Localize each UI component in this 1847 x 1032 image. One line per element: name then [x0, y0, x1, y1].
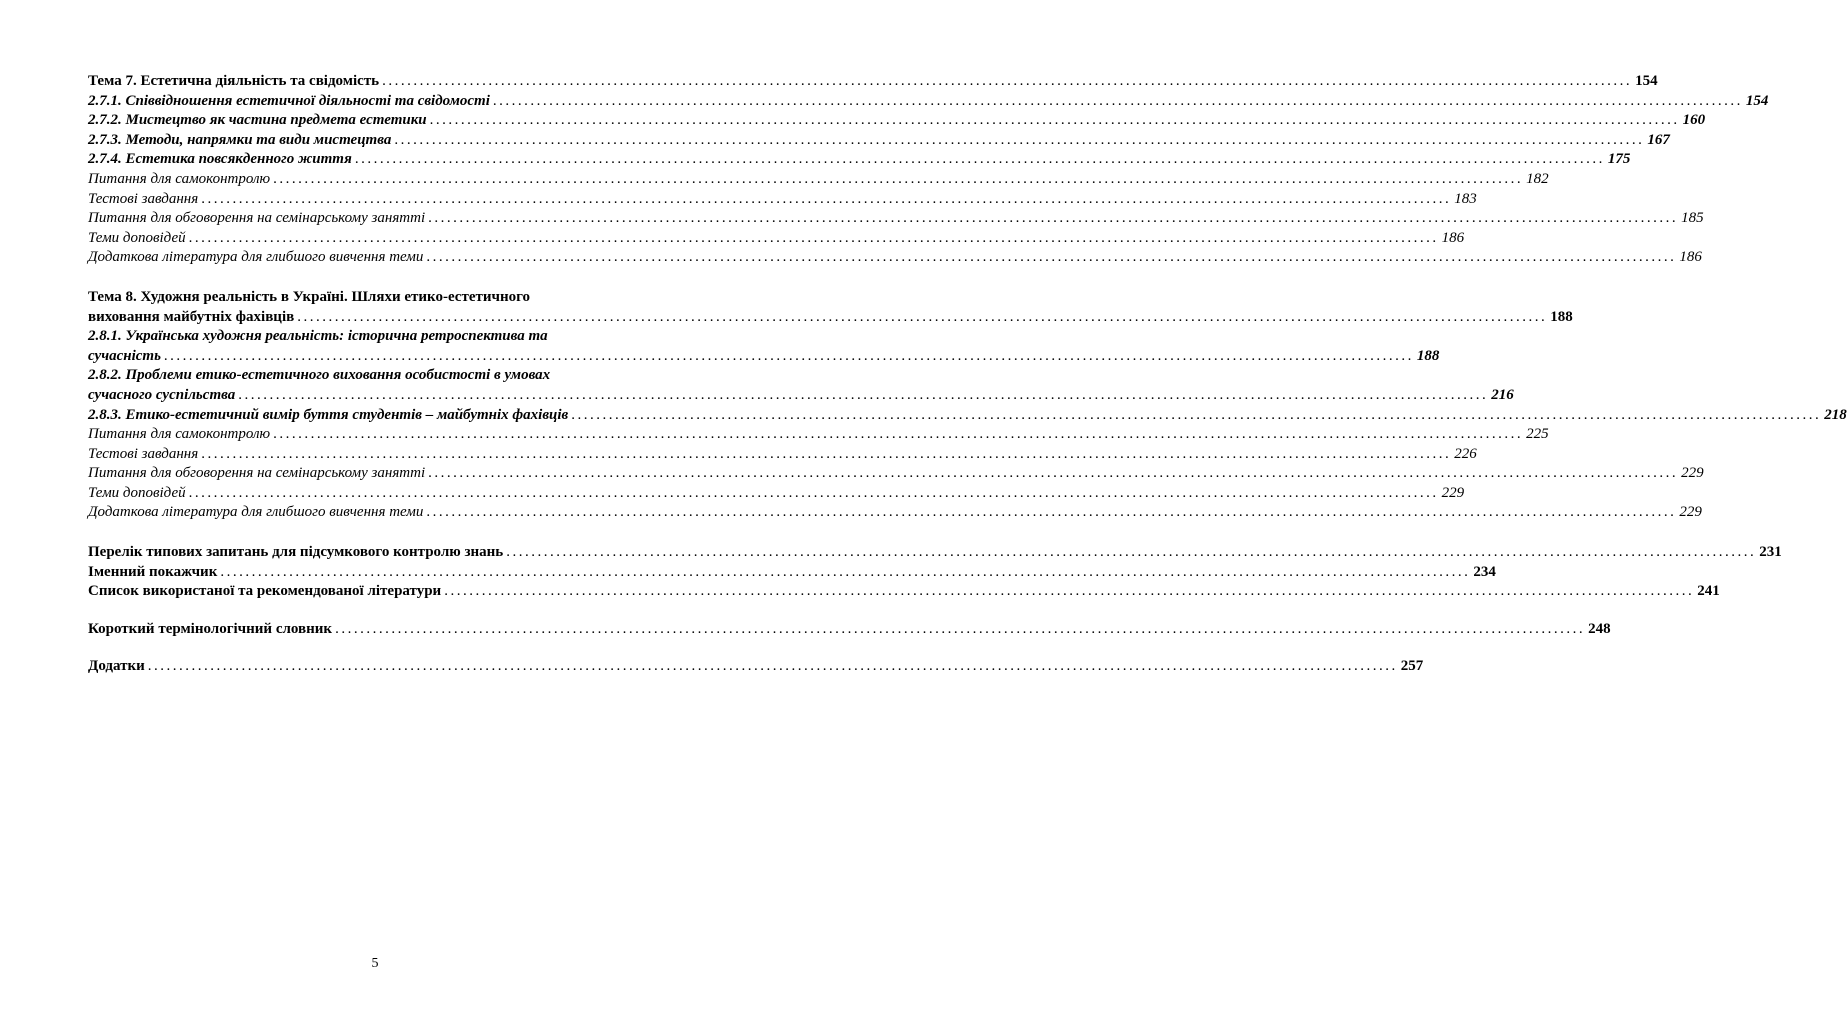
toc-entry-page: 229: [1679, 504, 1702, 521]
toc-entry-title: Додаткова література для глибшого вивчення теми: [88, 504, 424, 521]
dot-leader: ........................................................................................................................................................................................................: [201, 190, 1452, 207]
toc-entry-page: 257: [1400, 658, 1424, 675]
toc-entry-section-2-8-3[interactable]: [88, 406, 1847, 426]
toc-entry-title: сучасність: [88, 347, 161, 364]
dot-leader: ........................................................................................................................................................................................................: [382, 73, 1633, 89]
toc-entry-title: 2.7.3. Методи, напрямки та види мистецтва: [88, 131, 392, 148]
toc-entry-title: Питання для самоконтролю: [88, 170, 271, 187]
toc-entry-section-2-7-3[interactable]: [88, 131, 1670, 151]
toc-entry-tests[interactable]: [88, 190, 1477, 210]
dot-leader: ........................................................................................................................................................................................................: [335, 620, 1586, 637]
toc-entry-page: 186: [1679, 249, 1702, 266]
toc-entry-section-2-7-4[interactable]: [88, 150, 1631, 170]
dot-leader: ........................................................................................................................................................................................................: [273, 170, 1524, 187]
toc-entry-title: Короткий термінологічний словник: [88, 620, 333, 637]
toc-entry-section-2-8-2-line1[interactable]: 2.8.2. Проблеми етико-естетичного виховання особистості в умовах: [88, 367, 551, 384]
toc-entry-page: 175: [1607, 151, 1631, 168]
dot-leader: ........................................................................................................................................................................................................: [220, 563, 1471, 580]
toc-entry-title: 2.7.4. Естетика повсякденного життя: [88, 151, 352, 168]
spacer: [88, 602, 682, 620]
toc-entry-title: Тестові завдання: [88, 445, 199, 462]
toc-entry-page: 248: [1588, 620, 1611, 637]
dot-leader: ........................................................................................................................................................................................................: [428, 465, 1679, 482]
dot-leader: ........................................................................................................................................................................................................: [429, 112, 1680, 129]
toc-entry-page: 229: [1441, 484, 1465, 501]
dot-leader: ........................................................................................................................................................................................................: [426, 249, 1677, 266]
dot-leader: ........................................................................................................................................................................................................: [571, 406, 1822, 423]
toc-entry-section-2-8-1-line1[interactable]: 2.8.1. Українська художня реальність: історична ретроспектива та: [88, 328, 548, 345]
dot-leader: ........................................................................................................................................................................................................: [147, 658, 1398, 675]
toc-entry-page: 218: [1824, 406, 1847, 423]
toc-entry-page: 167: [1647, 131, 1670, 148]
toc-entry-name-index[interactable]: [88, 563, 1496, 583]
toc-entry-section-2-8-1[interactable]: [88, 347, 1440, 367]
toc-entry-title: Додатки: [88, 658, 145, 675]
toc-entry-page: 154: [1745, 92, 1769, 109]
spacer: [88, 639, 682, 657]
dot-leader: ........................................................................................................................................................................................................: [492, 92, 1743, 109]
toc-entry-page: 160: [1682, 112, 1706, 129]
dot-leader: ........................................................................................................................................................................................................: [297, 308, 1548, 325]
toc-entry-additional-literature[interactable]: [88, 503, 1702, 523]
dot-leader: ........................................................................................................................................................................................................: [163, 347, 1414, 364]
toc-entry-title: Теми доповідей: [88, 229, 186, 246]
toc-entry-self-control[interactable]: [88, 170, 1549, 190]
toc-entry-page: 185: [1681, 210, 1704, 227]
toc-entry-page: 188: [1416, 347, 1440, 364]
toc-entry-topic-8-line1[interactable]: Тема 8. Художня реальність в Україні. Шляхи етико-естетичного: [88, 288, 531, 305]
toc-entry-report-topics[interactable]: [88, 229, 1465, 249]
toc-entry-page: 225: [1526, 426, 1549, 443]
toc-entry-page: 234: [1473, 563, 1496, 580]
toc-entry-topic-8[interactable]: [88, 308, 1573, 328]
toc-entry-bibliography[interactable]: [88, 582, 1720, 602]
toc-entry-page: 188: [1550, 308, 1573, 325]
toc-entry-seminar-questions[interactable]: [88, 464, 1704, 484]
toc-entry-title: Список використаної та рекомендованої літератури: [88, 583, 442, 600]
toc-entry-page: 229: [1681, 465, 1704, 482]
toc-entry-title: Питання для обговорення на семінарському занятті: [88, 465, 426, 482]
spacer: [88, 523, 682, 543]
dot-leader: ........................................................................................................................................................................................................: [188, 229, 1439, 246]
toc-entry-page: 216: [1491, 386, 1514, 403]
table-of-contents: [88, 72, 1847, 677]
dot-leader: ........................................................................................................................................................................................................: [444, 583, 1695, 600]
toc-entry-title: Додаткова література для глибшого вивчення теми: [88, 249, 424, 266]
toc-entry-section-2-8-2[interactable]: [88, 386, 1514, 406]
toc-entry-tests[interactable]: [88, 445, 1477, 465]
spacer: [88, 268, 682, 288]
toc-entry-title: Теми доповідей: [88, 484, 186, 501]
toc-entry-section-2-7-1[interactable]: [88, 92, 1769, 112]
toc-entry-title: сучасного суспільства: [88, 386, 236, 403]
toc-entry-report-topics[interactable]: [88, 484, 1465, 504]
toc-entry-title: Тестові завдання: [88, 190, 199, 207]
toc-entry-title: Перелік типових запитань для підсумкового контролю знань: [88, 544, 504, 561]
toc-entry-title: Питання для самоконтролю: [88, 426, 271, 443]
toc-entry-page: 231: [1759, 544, 1782, 561]
toc-entry-title: Іменний покажчик: [88, 563, 218, 580]
toc-entry-title: Тема 7. Естетична діяльність та свідомість: [88, 73, 380, 89]
page-number: 5: [371, 956, 379, 971]
toc-entry-title: виховання майбутніх фахівців: [88, 308, 295, 325]
dot-leader: ........................................................................................................................................................................................................: [426, 504, 1677, 521]
dot-leader: ........................................................................................................................................................................................................: [188, 484, 1439, 501]
toc-entry-seminar-questions[interactable]: [88, 209, 1704, 229]
dot-leader: ........................................................................................................................................................................................................: [273, 426, 1524, 443]
toc-entry-title: 2.7.2. Мистецтво як частина предмета естетики: [88, 112, 427, 129]
dot-leader: ........................................................................................................................................................................................................: [394, 131, 1645, 148]
dot-leader: ........................................................................................................................................................................................................: [506, 544, 1757, 561]
toc-entry-appendices[interactable]: [88, 657, 1424, 677]
toc-entry-section-2-7-2[interactable]: [88, 111, 1706, 131]
toc-entry-glossary[interactable]: [88, 620, 1611, 640]
toc-entry-self-control[interactable]: [88, 425, 1549, 445]
toc-entry-page: 226: [1454, 445, 1477, 462]
toc-entry-page: 183: [1454, 190, 1477, 207]
toc-entry-page: 241: [1697, 583, 1720, 600]
dot-leader: ........................................................................................................................................................................................................: [428, 210, 1679, 227]
toc-entry-title: 2.8.3. Етико-естетичний вимір буття студентів – майбутніх фахівців: [88, 406, 569, 423]
toc-entry-page: 186: [1441, 229, 1465, 246]
toc-entry-page: 154: [1635, 73, 1658, 89]
dot-leader: ........................................................................................................................................................................................................: [201, 445, 1452, 462]
dot-leader: ........................................................................................................................................................................................................: [354, 151, 1605, 168]
dot-leader: ........................................................................................................................................................................................................: [238, 386, 1489, 403]
toc-entry-additional-literature[interactable]: [88, 248, 1702, 268]
toc-entry-page: 182: [1526, 170, 1549, 187]
toc-entry-topic-7[interactable]: [88, 72, 1658, 92]
toc-entry-final-control-questions[interactable]: [88, 543, 1782, 563]
toc-entry-title: Питання для обговорення на семінарському занятті: [88, 210, 426, 227]
toc-entry-title: 2.7.1. Співвідношення естетичної діяльності та свідомості: [88, 92, 490, 109]
